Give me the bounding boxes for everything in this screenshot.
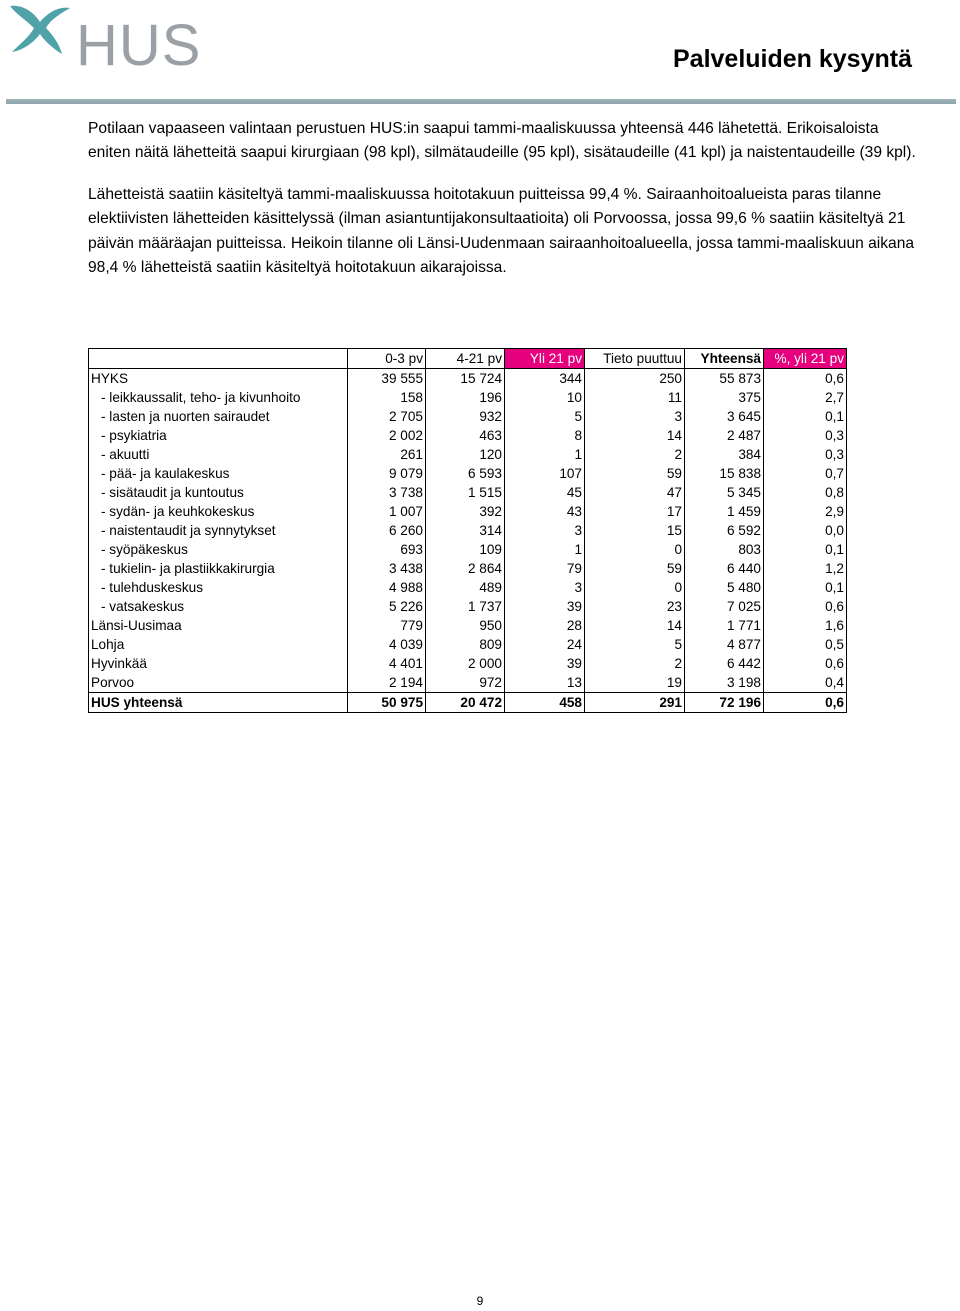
value-over-21-pv: 3 <box>505 521 585 540</box>
row-label: Porvoo <box>89 673 348 693</box>
value-over-21-pv: 24 <box>505 635 585 654</box>
row-label: - naistentaudit ja synnytykset <box>89 521 348 540</box>
paragraph-processing: Lähetteistä saatiin käsiteltyä tammi-maaliskuussa hoitotakuun puitteissa 99,4 %. Sairaanhoitoalueista paras tilanne elektiivisten lähetteiden käsittelyssä (ilman asiantuntijakonsultaatioita) oli Porvoossa, jossa 99,6 % saatiin käsiteltyä 21 päivän määräajan puitteissa. Heikoin tilanne oli Länsi-Uudenmaan sairaanhoitoalueella, jossa tammi-maaliskuun aikana 98,4 % lähetteistä saatiin käsiteltyä hoitotakuun aikarajoissa. <box>88 185 915 277</box>
table-row <box>89 673 847 693</box>
value-total: 5 480 <box>685 578 764 597</box>
hus-logo <box>4 2 202 78</box>
value-total: 4 877 <box>685 635 764 654</box>
header-total: Yhteensä <box>685 349 764 369</box>
value-missing: 23 <box>585 597 685 616</box>
value-4-21-pv: 392 <box>426 502 505 521</box>
value-0-3-pv: 3 438 <box>348 559 426 578</box>
value-total: 6 592 <box>685 521 764 540</box>
row-label: HUS yhteensä <box>89 693 348 713</box>
value-0-3-pv: 2 705 <box>348 407 426 426</box>
value-over-21-pv: 79 <box>505 559 585 578</box>
value-percent-over-21: 0,1 <box>764 407 847 426</box>
table-row <box>89 407 847 426</box>
header-percent-over-21: %, yli 21 pv <box>764 349 847 369</box>
value-missing: 3 <box>585 407 685 426</box>
value-total: 2 487 <box>685 426 764 445</box>
value-percent-over-21: 0,6 <box>764 693 847 713</box>
value-total: 5 345 <box>685 483 764 502</box>
value-total: 7 025 <box>685 597 764 616</box>
page-number: 9 <box>476 1294 484 1308</box>
value-4-21-pv: 6 593 <box>426 464 505 483</box>
value-4-21-pv: 15 724 <box>426 369 505 389</box>
table-row <box>89 369 847 389</box>
table-row <box>89 597 847 616</box>
table-body <box>89 369 847 713</box>
value-percent-over-21: 1,2 <box>764 559 847 578</box>
value-percent-over-21: 0,3 <box>764 426 847 445</box>
row-label: HYKS <box>89 369 348 389</box>
value-total: 6 440 <box>685 559 764 578</box>
value-missing: 14 <box>585 616 685 635</box>
value-0-3-pv: 5 226 <box>348 597 426 616</box>
value-0-3-pv: 3 738 <box>348 483 426 502</box>
value-4-21-pv: 972 <box>426 673 505 693</box>
value-total: 55 873 <box>685 369 764 389</box>
row-label: - akuutti <box>89 445 348 464</box>
row-label: - tukielin- ja plastiikkakirurgia <box>89 559 348 578</box>
value-0-3-pv: 4 039 <box>348 635 426 654</box>
value-missing: 15 <box>585 521 685 540</box>
table-row <box>89 616 847 635</box>
header-0-3-pv: 0-3 pv <box>348 349 426 369</box>
value-0-3-pv: 50 975 <box>348 693 426 713</box>
value-percent-over-21: 0,3 <box>764 445 847 464</box>
value-missing: 14 <box>585 426 685 445</box>
value-over-21-pv: 1 <box>505 445 585 464</box>
value-total: 3 198 <box>685 673 764 693</box>
table-row <box>89 578 847 597</box>
row-label: - lasten ja nuorten sairaudet <box>89 407 348 426</box>
value-missing: 11 <box>585 388 685 407</box>
value-4-21-pv: 809 <box>426 635 505 654</box>
value-4-21-pv: 2 000 <box>426 654 505 673</box>
row-label: Lohja <box>89 635 348 654</box>
value-over-21-pv: 39 <box>505 597 585 616</box>
value-percent-over-21: 0,4 <box>764 673 847 693</box>
value-percent-over-21: 0,5 <box>764 635 847 654</box>
value-over-21-pv: 107 <box>505 464 585 483</box>
row-label: - psykiatria <box>89 426 348 445</box>
value-missing: 59 <box>585 559 685 578</box>
value-missing: 0 <box>585 578 685 597</box>
header-4-21-pv: 4-21 pv <box>426 349 505 369</box>
value-total: 15 838 <box>685 464 764 483</box>
value-0-3-pv: 1 007 <box>348 502 426 521</box>
value-4-21-pv: 1 515 <box>426 483 505 502</box>
value-over-21-pv: 28 <box>505 616 585 635</box>
body-text <box>88 117 918 280</box>
value-over-21-pv: 8 <box>505 426 585 445</box>
logo-text: HUS <box>76 13 202 78</box>
table-row <box>89 483 847 502</box>
table-row <box>89 464 847 483</box>
value-over-21-pv: 458 <box>505 693 585 713</box>
paragraph-intro: Potilaan vapaaseen valintaan perustuen HUS:in saapui tammi-maaliskuussa yhteensä 446 lähetettä. Erikoisaloista eniten näitä lähetteitä saapui kirurgiaan (98 kpl), silmätaudeille (95 kpl), sisätaudeille (41 kpl) ja naistentaudeille (39 kpl). <box>88 120 916 162</box>
value-0-3-pv: 2 194 <box>348 673 426 693</box>
row-label: - tulehduskeskus <box>89 578 348 597</box>
value-over-21-pv: 43 <box>505 502 585 521</box>
table-row <box>89 388 847 407</box>
value-percent-over-21: 0,6 <box>764 654 847 673</box>
row-label: - vatsakeskus <box>89 597 348 616</box>
header-over-21-pv: Yli 21 pv <box>505 349 585 369</box>
header-label <box>89 349 348 369</box>
row-label: Länsi-Uusimaa <box>89 616 348 635</box>
value-percent-over-21: 0,8 <box>764 483 847 502</box>
value-percent-over-21: 0,1 <box>764 540 847 559</box>
table-row <box>89 445 847 464</box>
value-0-3-pv: 6 260 <box>348 521 426 540</box>
value-missing: 17 <box>585 502 685 521</box>
value-4-21-pv: 196 <box>426 388 505 407</box>
row-label: - pää- ja kaulakeskus <box>89 464 348 483</box>
value-percent-over-21: 0,6 <box>764 597 847 616</box>
value-over-21-pv: 344 <box>505 369 585 389</box>
row-label: - syöpäkeskus <box>89 540 348 559</box>
value-missing: 47 <box>585 483 685 502</box>
value-0-3-pv: 158 <box>348 388 426 407</box>
value-over-21-pv: 10 <box>505 388 585 407</box>
value-0-3-pv: 779 <box>348 616 426 635</box>
value-4-21-pv: 463 <box>426 426 505 445</box>
value-4-21-pv: 1 737 <box>426 597 505 616</box>
referrals-table <box>88 348 847 713</box>
value-percent-over-21: 2,9 <box>764 502 847 521</box>
page-title: Palveluiden kysyntä <box>672 45 912 73</box>
value-over-21-pv: 45 <box>505 483 585 502</box>
table-row <box>89 502 847 521</box>
value-missing: 291 <box>585 693 685 713</box>
value-missing: 5 <box>585 635 685 654</box>
value-total: 1 459 <box>685 502 764 521</box>
value-total: 1 771 <box>685 616 764 635</box>
value-over-21-pv: 1 <box>505 540 585 559</box>
row-label: - leikkaussalit, teho- ja kivunhoito <box>89 388 348 407</box>
value-missing: 59 <box>585 464 685 483</box>
table-row <box>89 521 847 540</box>
row-label: Hyvinkää <box>89 654 348 673</box>
table-header-row <box>89 349 847 369</box>
value-missing: 2 <box>585 445 685 464</box>
hus-cross-icon <box>4 2 74 58</box>
value-percent-over-21: 0,6 <box>764 369 847 389</box>
value-4-21-pv: 314 <box>426 521 505 540</box>
value-percent-over-21: 1,6 <box>764 616 847 635</box>
value-percent-over-21: 0,7 <box>764 464 847 483</box>
header-divider <box>6 99 956 104</box>
value-4-21-pv: 2 864 <box>426 559 505 578</box>
value-0-3-pv: 9 079 <box>348 464 426 483</box>
value-0-3-pv: 2 002 <box>348 426 426 445</box>
row-label: - sisätaudit ja kuntoutus <box>89 483 348 502</box>
value-total: 3 645 <box>685 407 764 426</box>
value-total: 375 <box>685 388 764 407</box>
value-over-21-pv: 3 <box>505 578 585 597</box>
value-0-3-pv: 693 <box>348 540 426 559</box>
value-4-21-pv: 109 <box>426 540 505 559</box>
row-label: - sydän- ja keuhkokeskus <box>89 502 348 521</box>
value-missing: 250 <box>585 369 685 389</box>
value-4-21-pv: 120 <box>426 445 505 464</box>
table-row <box>89 635 847 654</box>
value-total: 384 <box>685 445 764 464</box>
value-percent-over-21: 0,0 <box>764 521 847 540</box>
value-missing: 19 <box>585 673 685 693</box>
table-row <box>89 426 847 445</box>
value-percent-over-21: 0,1 <box>764 578 847 597</box>
value-4-21-pv: 932 <box>426 407 505 426</box>
value-4-21-pv: 20 472 <box>426 693 505 713</box>
value-0-3-pv: 4 401 <box>348 654 426 673</box>
table-row <box>89 540 847 559</box>
value-0-3-pv: 261 <box>348 445 426 464</box>
value-over-21-pv: 13 <box>505 673 585 693</box>
value-4-21-pv: 950 <box>426 616 505 635</box>
table-row <box>89 654 847 673</box>
value-total: 72 196 <box>685 693 764 713</box>
value-0-3-pv: 39 555 <box>348 369 426 389</box>
value-over-21-pv: 5 <box>505 407 585 426</box>
table-total-row <box>89 693 847 713</box>
value-missing: 2 <box>585 654 685 673</box>
header-missing: Tieto puuttuu <box>585 349 685 369</box>
value-total: 803 <box>685 540 764 559</box>
value-over-21-pv: 39 <box>505 654 585 673</box>
page-header <box>0 0 960 108</box>
value-total: 6 442 <box>685 654 764 673</box>
value-percent-over-21: 2,7 <box>764 388 847 407</box>
value-0-3-pv: 4 988 <box>348 578 426 597</box>
value-missing: 0 <box>585 540 685 559</box>
table-row <box>89 559 847 578</box>
value-4-21-pv: 489 <box>426 578 505 597</box>
